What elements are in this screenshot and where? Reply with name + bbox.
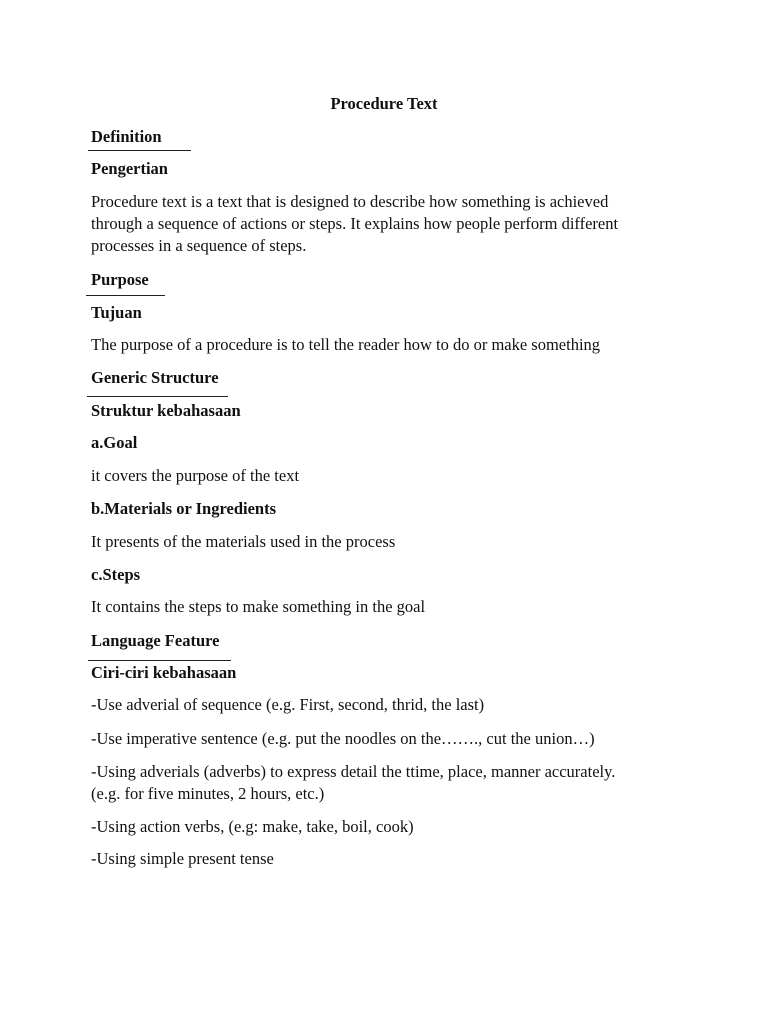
- purpose-heading: Purpose: [91, 270, 149, 289]
- language-feature-point: -Using action verbs, (e.g: make, take, boil, cook): [91, 817, 414, 836]
- generic-structure-underline: [87, 396, 228, 397]
- language-feature-point: -Using simple present tense: [91, 849, 274, 868]
- language-feature-underline: [88, 660, 231, 661]
- language-feature-subheading: Ciri-ciri kebahasaan: [91, 663, 237, 682]
- definition-body-line: processes in a sequence of steps.: [91, 236, 307, 255]
- definition-subheading: Pengertian: [91, 159, 168, 178]
- structure-item-label: a.Goal: [91, 433, 138, 452]
- generic-structure-subheading: Struktur kebahasaan: [91, 401, 241, 420]
- generic-structure-heading: Generic Structure: [91, 368, 219, 387]
- definition-body-line: through a sequence of actions or steps. It explains how people perform different: [91, 214, 619, 233]
- structure-item-text: It presents of the materials used in the process: [91, 532, 396, 551]
- purpose-underline: [86, 295, 165, 296]
- language-feature-point: (e.g. for five minutes, 2 hours, etc.): [91, 784, 325, 803]
- language-feature-heading: Language Feature: [91, 631, 220, 650]
- structure-item-text: it covers the purpose of the text: [91, 466, 300, 485]
- document-title: Procedure Text: [330, 94, 438, 113]
- language-feature-point: -Use imperative sentence (e.g. put the noodles on the……., cut the union…): [91, 729, 595, 748]
- definition-underline: [88, 150, 191, 151]
- structure-item-label: b.Materials or Ingredients: [91, 499, 277, 518]
- definition-body-line: Procedure text is a text that is designed to describe how something is achieved: [91, 192, 609, 211]
- structure-item-text: It contains the steps to make something in the goal: [91, 597, 426, 616]
- structure-item-label: c.Steps: [91, 565, 141, 584]
- purpose-subheading: Tujuan: [91, 303, 142, 322]
- definition-heading: Definition: [91, 127, 162, 146]
- language-feature-point: -Use adverial of sequence (e.g. First, second, thrid, the last): [91, 695, 485, 714]
- language-feature-point: -Using adverials (adverbs) to express detail the ttime, place, manner accurately.: [91, 762, 616, 781]
- purpose-body: The purpose of a procedure is to tell the reader how to do or make something: [91, 335, 601, 354]
